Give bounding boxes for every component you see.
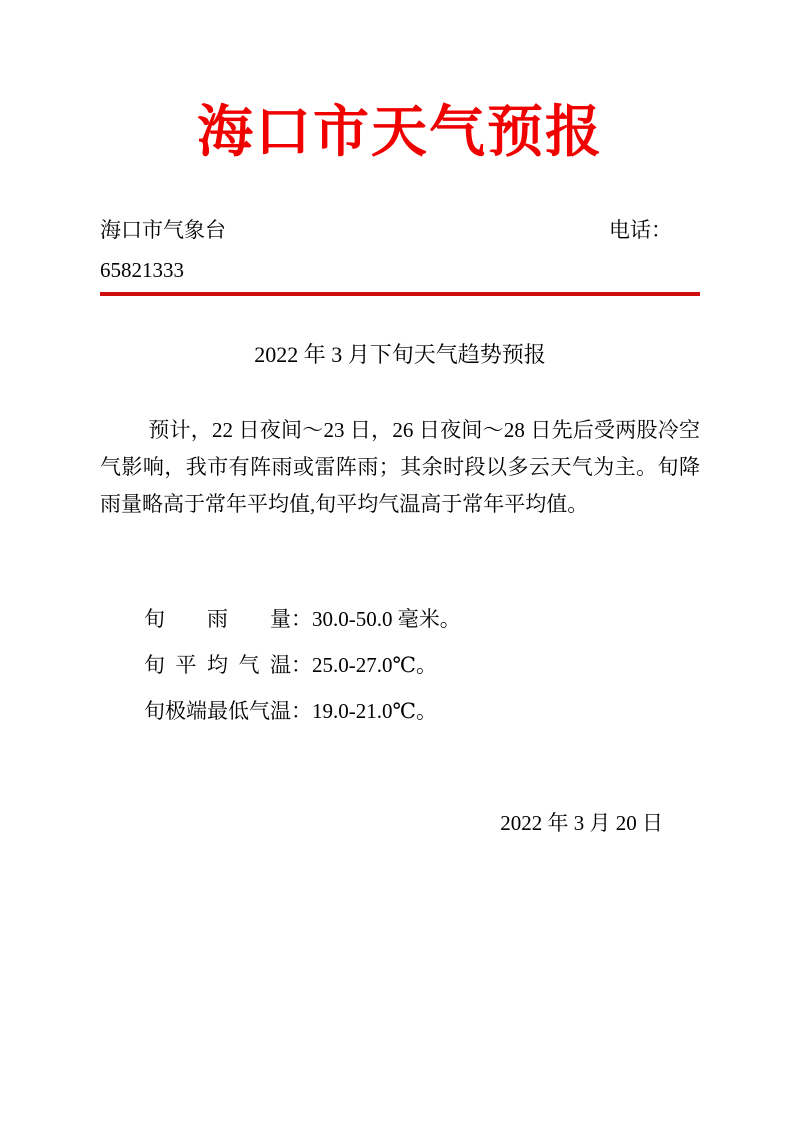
stats-block	[100, 596, 700, 734]
forecast-paragraph: 预计，22 日夜间～23 日，26 日夜间～28 日先后受两股冷空气影响，我市有阵雨或雷阵雨；其余时段以多云天气为主。旬降雨量略高于常年平均值,旬平均气温高于常年平均值。	[100, 418, 700, 516]
stat-value-min-temp: ：19.0-21.0℃。	[291, 699, 437, 723]
phone-number: 65821333	[100, 258, 184, 282]
stat-line-min-temp	[144, 688, 700, 734]
stat-label-min-temp: 旬极端最低气温	[144, 699, 291, 723]
agency-name: 海口市气象台	[100, 218, 226, 242]
stat-value-avg-temp: ：25.0-27.0℃。	[291, 653, 437, 677]
stat-label-rainfall: 旬雨量	[144, 607, 291, 631]
stat-line-avg-temp	[144, 642, 700, 688]
document-date: 2022 年 3 月 20 日	[500, 811, 663, 835]
stat-line-rainfall	[144, 596, 700, 642]
forecast-subtitle: 2022 年 3 月下旬天气趋势预报	[254, 342, 546, 367]
stat-value-rainfall: ：30.0-50.0 毫米。	[291, 607, 461, 631]
document-title: 海口市天气预报	[197, 100, 603, 163]
red-divider-rule	[100, 292, 700, 296]
stat-label-avg-temp: 旬平均气温	[144, 653, 291, 677]
phone-label: 电话：	[609, 218, 672, 242]
letterhead-row	[100, 216, 700, 244]
